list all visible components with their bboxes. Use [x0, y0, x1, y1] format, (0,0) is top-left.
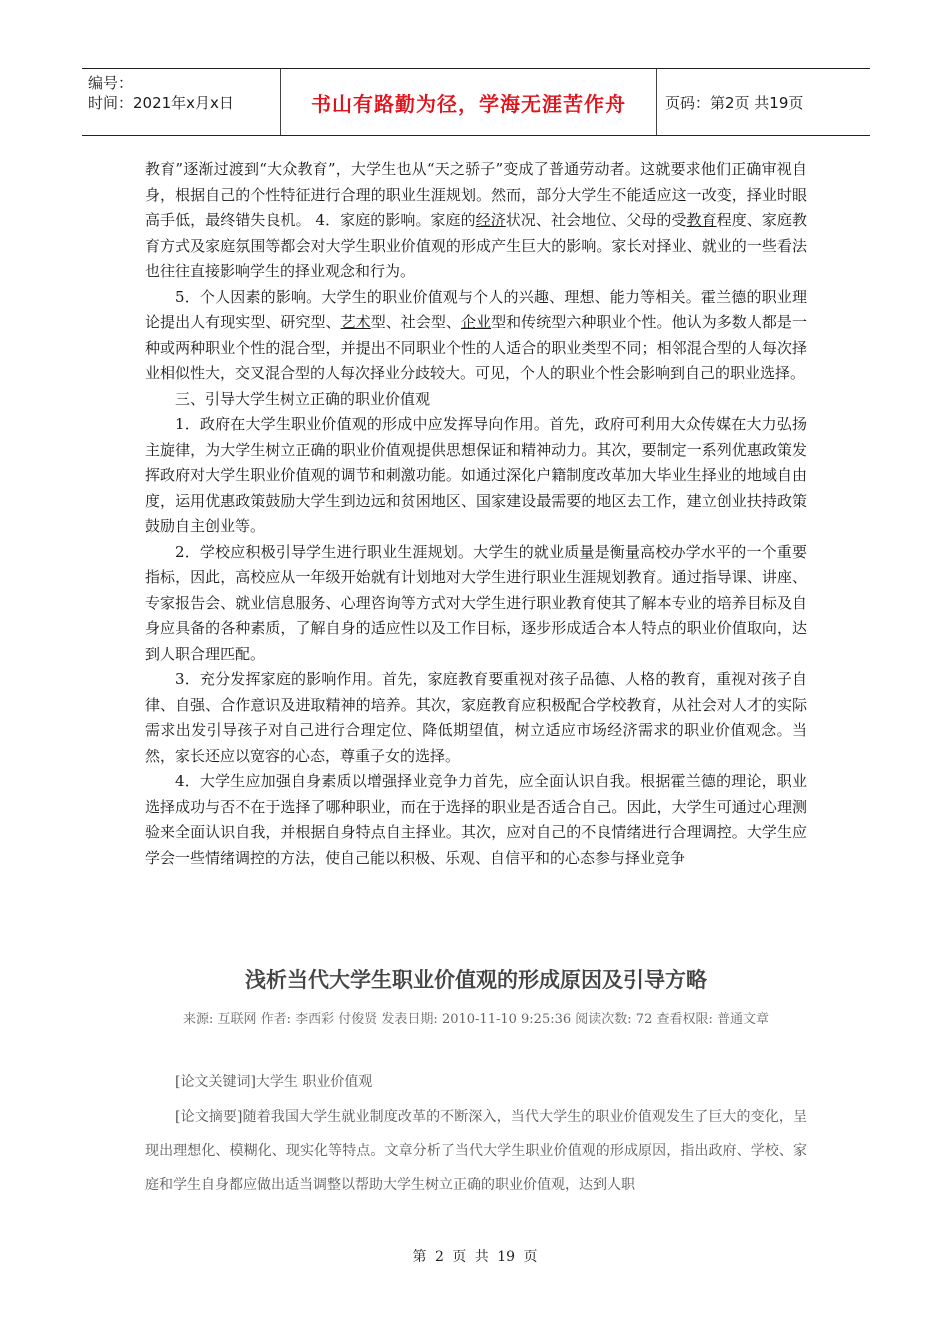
document-body: [145, 157, 807, 871]
link-art[interactable]: 艺术: [340, 313, 371, 331]
paragraph-students: 4．大学生应加强自身素质以增强择业竞争力首先，应全面认识自我。根据霍兰德的理论，职业选择成功与否不在于选择了哪种职业，而在于选择的职业是否适合自己。因此，大学生可通过心理测验来全面认识自我，并根据自身特点自主择业。其次，应对自己的不良情绪进行合理调控。大学生应学会一些情绪调控的方法，使自己能以积极、乐观、自信平和的心态参与择业竞争: [145, 772, 807, 867]
page-footer: 第 2 页 共 19 页: [412, 1249, 538, 1265]
link-education[interactable]: 教育: [686, 211, 717, 229]
link-economy[interactable]: 经济: [475, 211, 506, 229]
article-abstract: [论文摘要]随着我国大学生就业制度改革的不断深入，当代大学生的职业价值观发生了巨大的变化，呈现出理想化、模糊化、现实化等特点。文章分析了当代大学生职业价值观的形成原因，指出政府、学校、家庭和学生自身都应做出适当调整以帮助大学生树立正确的职业价值观，达到人职: [145, 1109, 807, 1193]
paragraph-personal-factors: 5．个人因素的影响。大学生的职业价值观与个人的兴趣、理想、能力等相关。霍兰德的职业理论提出人有现实型、研究型、艺术型、社会型、企业型和传统型六种职业个性。他认为多数人都是一种或两种职业个性的混合型，并提出不同职业个性的人适合的职业类型不同；相邻混合型的人每次择业相似性大，交叉混合型的人每次择业分歧较大。可见，个人的职业个性会影响到自己的职业选择。: [145, 287, 807, 382]
article-title: 浅析当代大学生职业价值观的形成原因及引导方略: [245, 968, 707, 992]
doc-date-label: 时间：2021年x月x日: [88, 94, 234, 112]
paragraph-school: 2．学校应积极引导学生进行职业生涯规划。大学生的就业质量是衡量高校办学水平的一个重要指标，因此，高校应从一年级开始就有计划地对大学生进行职业生涯规划教育。通过指导课、讲座、专家报告会、就业信息服务、心理咨询等方式对大学生进行职业教育使其了解本专业的培养目标及自身应具备的各种素质，了解自身的适应性以及工作目标，逐步形成适合本人特点的职业价值取向，达到人职合理匹配。: [145, 542, 807, 663]
paragraph-family-role: 3．充分发挥家庭的影响作用。首先，家庭教育要重视对孩子品德、人格的教育，重视对孩子自律、自强、合作意识及进取精神的培养。其次，家庭教育应积极配合学校教育，从社会对人才的实际需求出发引导孩子对自己进行合理定位、降低期望值，树立适应市场经济需求的职业价值观念。当然，家长还应以宽容的心态，尊重子女的选择。: [145, 670, 807, 765]
header-motto-cell: [280, 69, 657, 135]
link-enterprise[interactable]: 企业: [460, 313, 492, 331]
section-heading-guidance: 三、引导大学生树立正确的职业价值观: [175, 389, 431, 408]
header-page-info: 页码：第2页 共19页: [665, 93, 804, 112]
article-meta: 来源: 互联网 作者: 李西彩 付俊贤 发表日期: 2010-11-10 9:25:36 阅读次数: 72 查看权限: 普通文章: [183, 1012, 769, 1027]
paragraph-family-influence: 教育”逐渐过渡到“大众教育”，大学生也从“天之骄子”变成了普通劳动者。这就要求他们正确审视自身，根据自己的个性特征进行合理的职业生涯规划。然而，部分大学生不能适应这一改变，择业时眼高手低，最终错失良机。 4．家庭的影响。家庭的经济状况、社会地位、父母的受教育程度、家庭教育方式及家庭氛围等都会对大学生职业价值观的形成产生巨大的影响。家长对择业、就业的一些看法也往往直接影响学生的择业观念和行为。: [145, 160, 807, 280]
page-header: [82, 68, 870, 136]
paragraph-government: 1．政府在大学生职业价值观的形成中应发挥导向作用。首先，政府可利用大众传媒在大力弘扬主旋律，为大学生树立正确的职业价值观提供思想保证和精神动力。其次，要制定一系列优惠政策发挥政府对大学生职业价值观的调节和刺激功能。如通过深化户籍制度改革加大毕业生择业的地域自由度，运用优惠政策鼓励大学生到边远和贫困地区、国家建设最需要的地区去工作，建立创业扶持政策鼓励自主创业等。: [145, 415, 807, 535]
doc-number-label: 编号：: [88, 74, 134, 92]
header-motto: 书山有路勤为径，学海无涯苦作舟: [311, 91, 626, 116]
header-left: [82, 69, 280, 135]
article-keywords: [论文关键词]大学生 职业价值观: [175, 1074, 373, 1090]
